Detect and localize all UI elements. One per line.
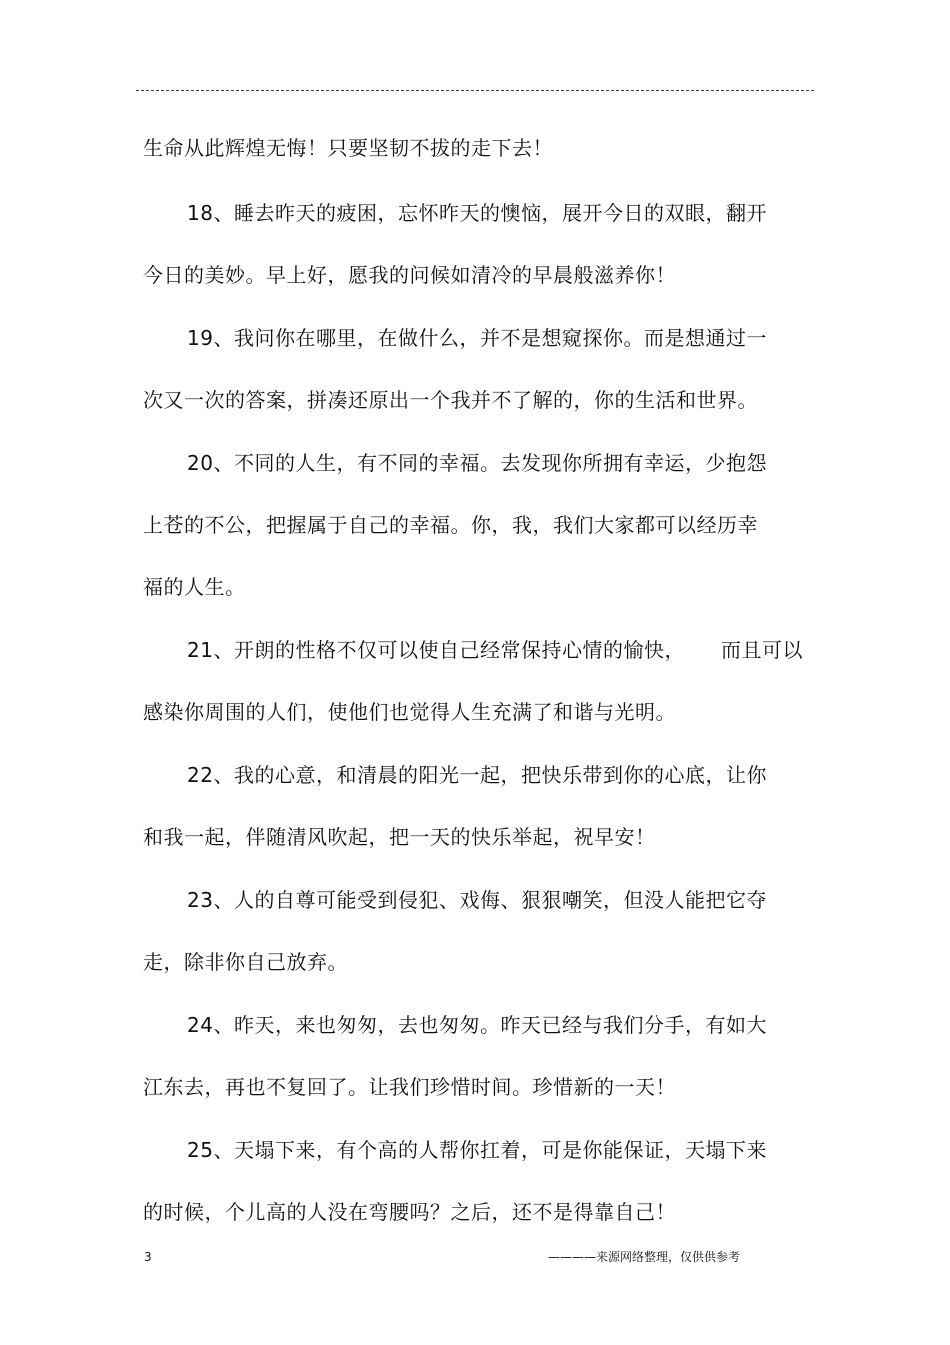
paragraph-19-line-2: 次又一次的答案，拼凑还原出一个我并不了解的，你的生活和世界。 <box>143 388 758 412</box>
paragraph-18-line-2: 今日的美妙。早上好，愿我的问候如清冷的早晨般滋养你！ <box>143 263 676 287</box>
paragraph-21-line-1-part-1: 21、开朗的性格不仅可以使自己经常保持心情的愉快， <box>187 638 685 662</box>
paragraph-20-line-1: 20、不同的人生，有不同的幸福。去发现你所拥有幸运，少抱怨 <box>187 451 767 475</box>
paragraph-24-line-1: 24、昨天，来也匆匆，去也匆匆。昨天已经与我们分手，有如大 <box>187 1013 767 1037</box>
paragraph-21-line-1 <box>187 636 803 664</box>
paragraph-25-line-2: 的时候，个儿高的人没在弯腰吗？之后，还不是得靠自己！ <box>143 1200 676 1224</box>
paragraph-20-line-2: 上苍的不公，把握属于自己的幸福。你，我，我们大家都可以经历幸 <box>143 513 758 537</box>
header-divider <box>136 90 814 91</box>
paragraph-23-line-1: 23、人的自尊可能受到侵犯、戏侮、狠狠嘲笑，但没人能把它夺 <box>187 888 767 912</box>
paragraph-21-line-1-part-2: 而且可以 <box>720 638 803 662</box>
paragraph-20-line-3: 福的人生。 <box>143 575 246 599</box>
paragraph-24-line-2: 江东去，再也不复回了。让我们珍惜时间。珍惜新的一天！ <box>143 1075 676 1099</box>
text-line: 生命从此辉煌无悔！只要坚韧不拔的走下去！ <box>143 136 553 160</box>
paragraph-22-line-2: 和我一起，伴随清风吹起，把一天的快乐举起，祝早安！ <box>143 825 656 849</box>
paragraph-25-line-1: 25、天塌下来，有个高的人帮你扛着，可是你能保证，天塌下来 <box>187 1138 767 1162</box>
paragraph-18-line-1: 18、睡去昨天的疲困，忘怀昨天的懊恼，展开今日的双眼，翻开 <box>187 201 767 225</box>
page-number: 3 <box>144 1250 152 1264</box>
paragraph-21-line-2: 感染你周围的人们，使他们也觉得人生充满了和谐与光明。 <box>143 700 676 724</box>
paragraph-22-line-1: 22、我的心意，和清晨的阳光一起，把快乐带到你的心底，让你 <box>187 763 767 787</box>
paragraph-23-line-2: 走，除非你自己放弃。 <box>143 950 348 974</box>
footer-source-note: ————来源网络整理，仅供供参考 <box>548 1250 741 1264</box>
paragraph-19-line-1: 19、我问你在哪里，在做什么，并不是想窥探你。而是想通过一 <box>187 326 767 350</box>
